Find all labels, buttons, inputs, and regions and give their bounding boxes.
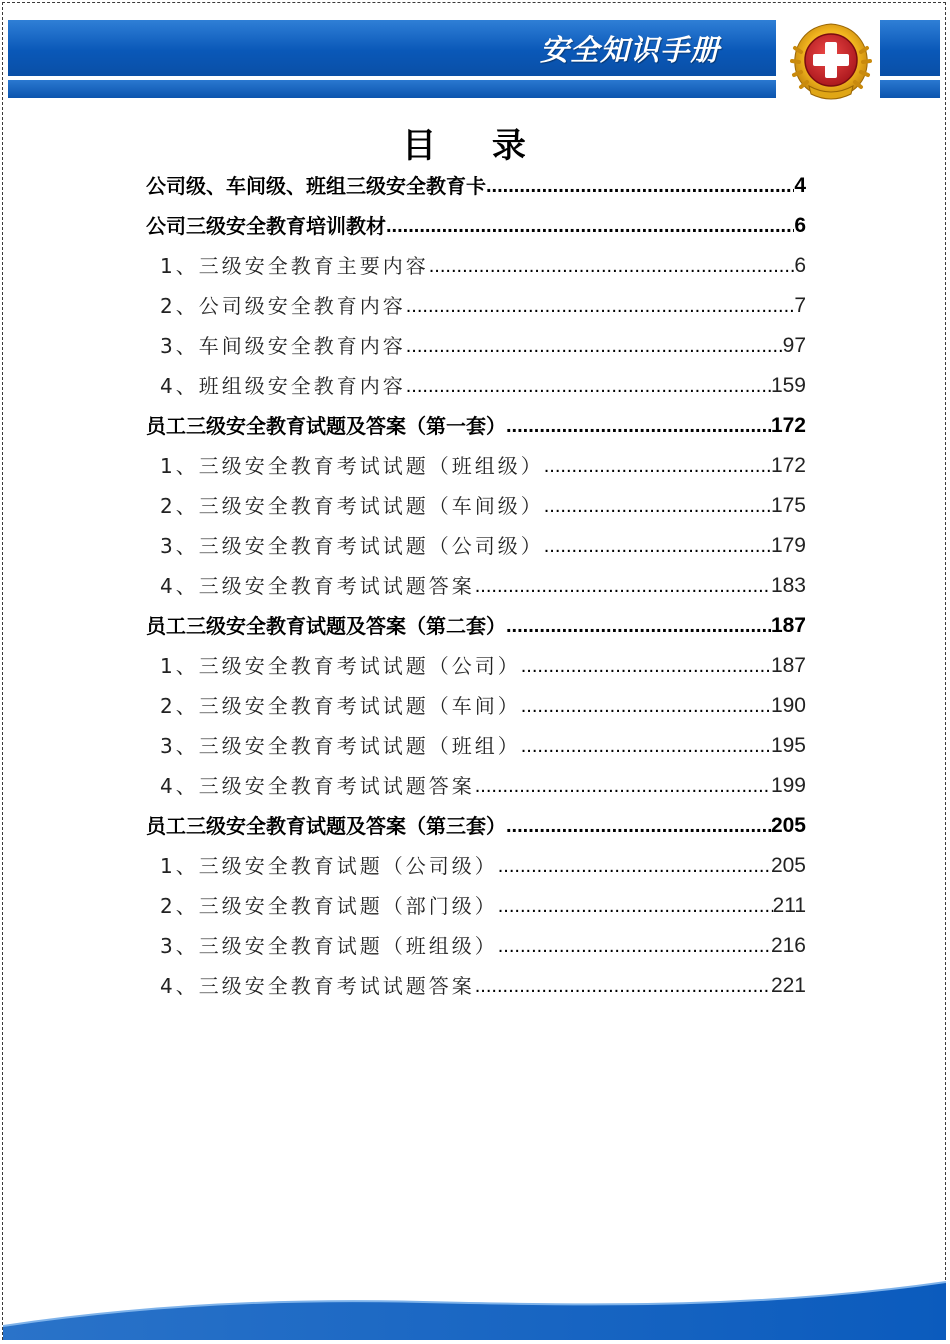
header-band-right-top [880,20,940,76]
toc-leader-dots [544,528,771,564]
toc-entry-subsection[interactable] [160,248,806,284]
toc-entry-label: 2、三级安全教育考试试题（车间） [160,694,521,718]
toc-entry-subsection[interactable] [160,728,806,764]
toc-entry-label: 3、三级安全教育考试试题（班组） [160,734,521,758]
toc-entry-subsection[interactable] [160,528,806,564]
toc-entry-subsection[interactable] [160,488,806,524]
toc-entry-label: 3、三级安全教育考试试题（公司级） [160,534,544,558]
toc-title: 目 录 [402,126,548,166]
toc-entry-label: 2、三级安全教育考试试题（车间级） [160,494,544,518]
toc-entry-subsection[interactable] [160,448,806,484]
toc-entry-page-number: 6 [794,214,806,237]
toc-leader-dots [486,168,794,204]
footer-wave [3,1268,946,1340]
toc-entry-label: 4、三级安全教育考试试题答案 [160,574,475,598]
toc-entry-section[interactable] [146,808,806,844]
toc-entry-page-number: 211 [772,894,806,917]
toc-entry-page-number: 172 [770,454,806,477]
toc-leader-dots [429,248,795,284]
toc-entry-page-number: 205 [770,814,806,837]
toc-entry-page-number: 183 [770,574,806,597]
toc-leader-dots [521,728,771,764]
toc-leader-dots [406,288,795,324]
toc-entry-page-number: 172 [770,414,806,437]
toc-entry-label: 1、三级安全教育考试试题（班组级） [160,454,544,478]
toc-entry-page-number: 159 [770,374,806,397]
toc-entry-label: 员工三级安全教育试题及答案（第二套） [146,614,506,638]
toc-leader-dots [406,328,783,364]
toc-entry-subsection[interactable] [160,648,806,684]
header-title: 安全知识手册 [540,33,721,67]
toc-entry-subsection[interactable] [160,968,806,1004]
toc-entry-label: 2、三级安全教育试题（部门级） [160,894,498,918]
toc-entry-label: 公司三级安全教育培训教材 [146,214,386,238]
toc-entry-page-number: 187 [770,614,806,637]
toc-entry-label: 4、三级安全教育考试试题答案 [160,774,475,798]
toc-entry-subsection[interactable] [160,768,806,804]
toc-leader-dots [544,448,771,484]
toc-leader-dots [498,848,771,884]
toc-entry-page-number: 97 [782,334,806,357]
toc-entry-label: 1、三级安全教育主要内容 [160,254,429,278]
header-band-right-bottom [880,80,940,98]
toc-entry-label: 4、三级安全教育考试试题答案 [160,974,475,998]
toc-leader-dots [506,808,771,844]
toc-entry-subsection[interactable] [160,928,806,964]
toc-leader-dots [506,608,771,644]
toc-leader-dots [475,968,771,1004]
toc-entry-label: 公司级、车间级、班组三级安全教育卡 [146,174,486,198]
toc-entry-label: 3、车间级安全教育内容 [160,334,406,358]
toc-leader-dots [544,488,771,524]
toc-entry-subsection[interactable] [160,848,806,884]
toc-entry-page-number: 6 [794,254,806,277]
toc-leader-dots [521,688,771,724]
toc-entry-page-number: 221 [770,974,806,997]
toc-entry-label: 4、班组级安全教育内容 [160,374,406,398]
toc-entry-subsection[interactable] [160,568,806,604]
toc-entry-section[interactable] [146,168,806,204]
toc-entry-page-number: 205 [770,854,806,877]
toc-leader-dots [475,768,771,804]
toc-entry-subsection[interactable] [160,368,806,404]
toc-entry-page-number: 179 [770,534,806,557]
toc-entry-page-number: 7 [794,294,806,317]
safety-emblem-icon [785,18,877,102]
toc-entry-page-number: 190 [770,694,806,717]
toc-leader-dots [406,368,771,404]
toc-entry-label: 员工三级安全教育试题及答案（第三套） [146,814,506,838]
toc-entry-section[interactable] [146,408,806,444]
toc-entry-page-number: 175 [770,494,806,517]
toc-entry-subsection[interactable] [160,688,806,724]
toc-entry-label: 1、三级安全教育考试试题（公司） [160,654,521,678]
toc-leader-dots [521,648,771,684]
header-band-bottom [8,80,776,98]
toc-entry-subsection[interactable] [160,328,806,364]
toc-entry-label: 2、公司级安全教育内容 [160,294,406,318]
toc-entry-section[interactable] [146,608,806,644]
toc-entry-subsection[interactable] [160,888,806,924]
toc-entry-label: 1、三级安全教育试题（公司级） [160,854,498,878]
toc-entry-page-number: 216 [770,934,806,957]
toc-entry-page-number: 187 [770,654,806,677]
toc-entry-page-number: 4 [794,174,806,197]
toc-entry-page-number: 195 [770,734,806,757]
toc-entry-label: 3、三级安全教育试题（班组级） [160,934,498,958]
toc-leader-dots [386,208,794,244]
toc-entry-page-number: 199 [770,774,806,797]
toc-entry-section[interactable] [146,208,806,244]
toc-leader-dots [506,408,771,444]
toc-entry-label: 员工三级安全教育试题及答案（第一套） [146,414,506,438]
toc-leader-dots [475,568,771,604]
toc-leader-dots [498,928,771,964]
toc-entry-subsection[interactable] [160,288,806,324]
toc-leader-dots [498,888,773,924]
